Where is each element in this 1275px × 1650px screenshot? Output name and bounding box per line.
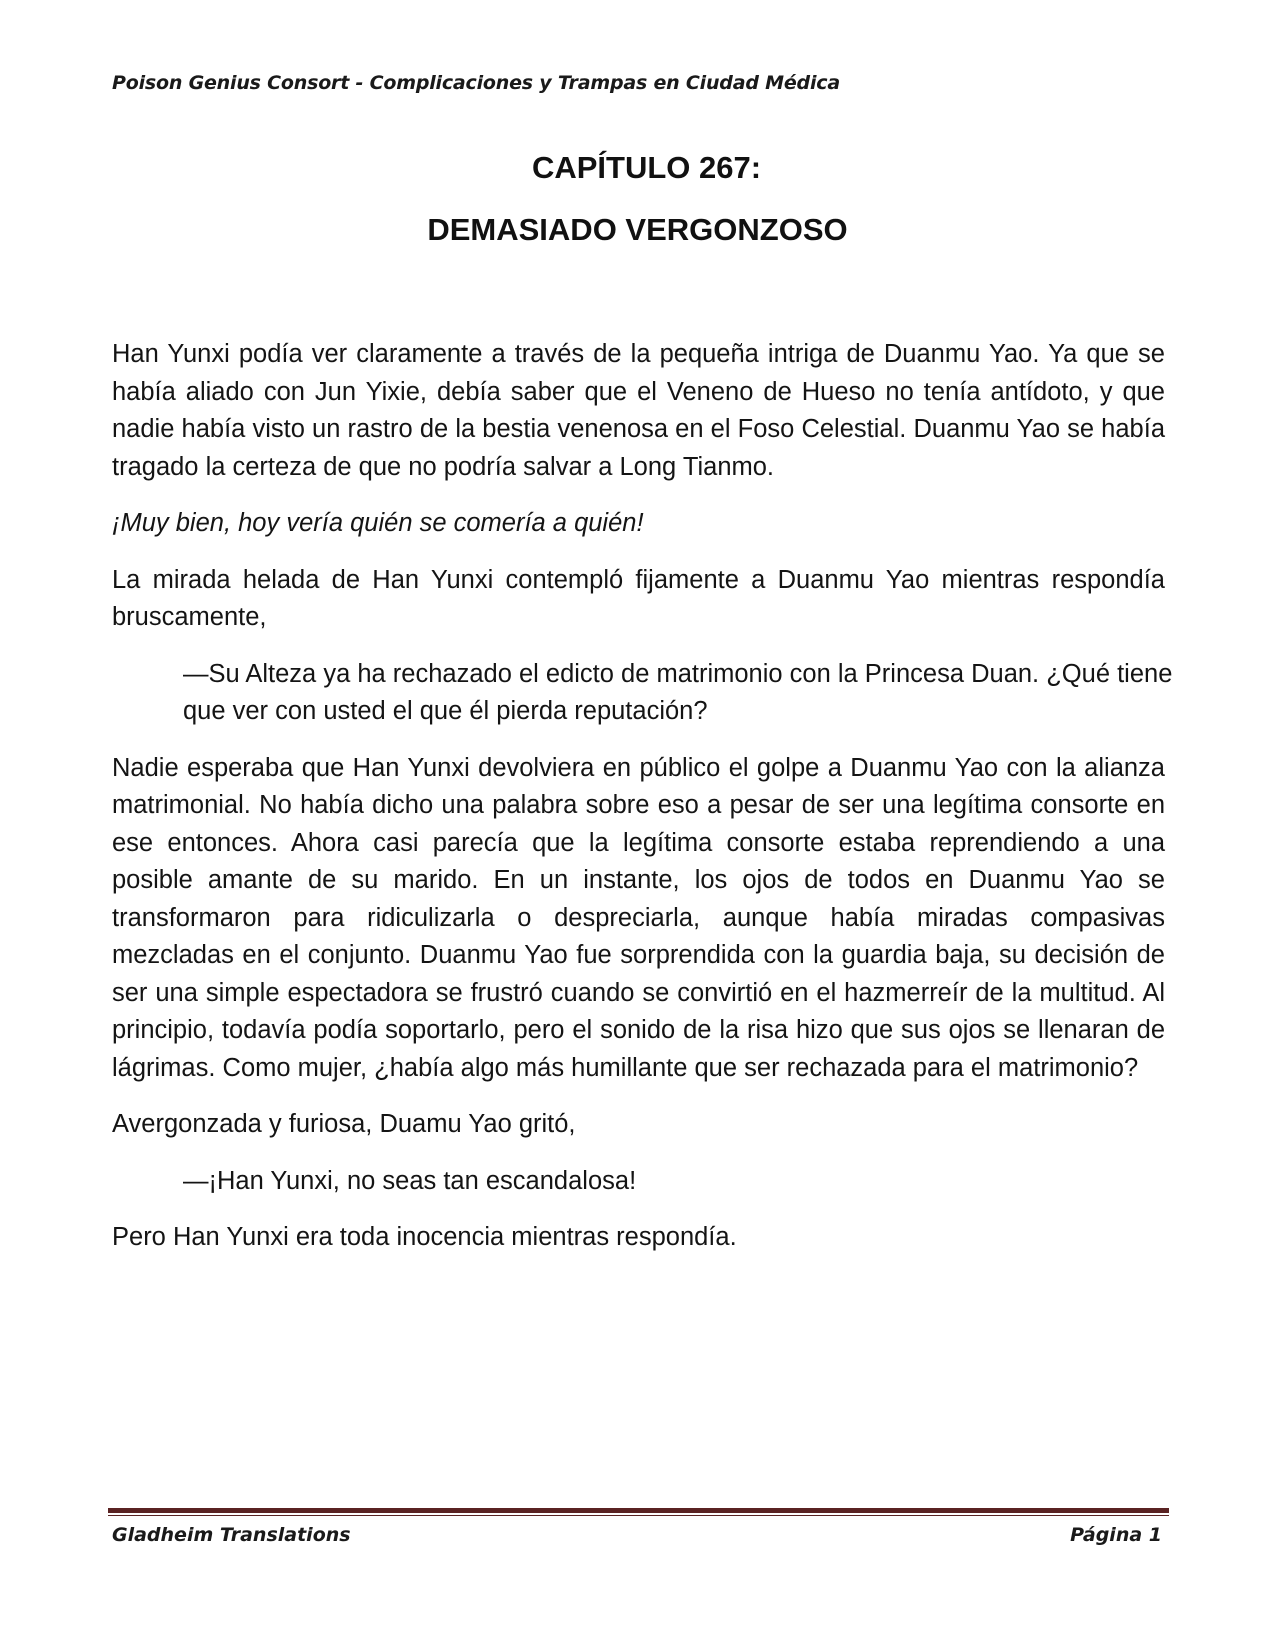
chapter-body bbox=[112, 336, 1173, 1276]
dialogue-line: —¡Han Yunxi, no seas tan escandalosa! bbox=[183, 1166, 637, 1195]
page-number: Página 1 bbox=[1070, 1524, 1162, 1546]
chapter-number: CAPÍTULO 267: bbox=[531, 150, 762, 185]
paragraph: Han Yunxi podía ver claramente a través de la pequeña intriga de Duanmu Yao. Ya que se había aliado con Jun Yixie, debía saber que el Veneno de Hueso no tenía antídoto, y que nadie había visto un rastro de la bestia venenosa en el Foso Celestial. Duanmu Yao se había tragado la certeza de que no podría salvar a Long Tianmo. bbox=[112, 340, 1165, 481]
footer-divider-thin bbox=[108, 1515, 1169, 1516]
footer-divider bbox=[108, 1508, 1169, 1513]
running-header: Poison Genius Consort - Complicaciones y Trampas en Ciudad Médica bbox=[112, 72, 840, 94]
paragraph: Pero Han Yunxi era toda inocencia mientras respondía. bbox=[112, 1223, 737, 1251]
paragraph: Nadie esperaba que Han Yunxi devolviera en público el golpe a Duanmu Yao con la alianza matrimonial. No había dicho una palabra sobre eso a pesar de ser una legítima consorte en ese entonces. Ahora casi parecía que la legítima consorte estaba reprendiendo a una posible amante de su marido. En un instante, los ojos de todos en Duanmu Yao se transformaron para ridiculizarla o despreciarla, aunque había miradas compasivas mezcladas en el conjunto. Duanmu Yao fue sorprendida con la guardia baja, su decisión de ser una simple espectadora se frustró cuando se convirtió en el hazmerreír de la multitud. Al principio, todavía podía soportarlo, pero el sonido de la risa hizo que sus ojos se llenaran de lágrimas. Como mujer, ¿había algo más humillante que ser rechazada para el matrimonio? bbox=[112, 753, 1165, 1082]
footer-publisher: Gladheim Translations bbox=[112, 1524, 351, 1546]
paragraph: La mirada helada de Han Yunxi contempló fijamente a Duanmu Yao mientras respondía bruscamente, bbox=[112, 565, 1165, 631]
dialogue-line: —Su Alteza ya ha rechazado el edicto de matrimonio con la Princesa Duan. ¿Qué tiene que ver con usted el que él pierda reputación? bbox=[183, 659, 1173, 725]
chapter-title: DEMASIADO VERGONZOSO bbox=[427, 212, 848, 247]
paragraph-italic: ¡Muy bien, hoy vería quién se comería a quién! bbox=[112, 509, 644, 537]
paragraph: Avergonzada y furiosa, Duamu Yao gritó, bbox=[112, 1110, 576, 1138]
